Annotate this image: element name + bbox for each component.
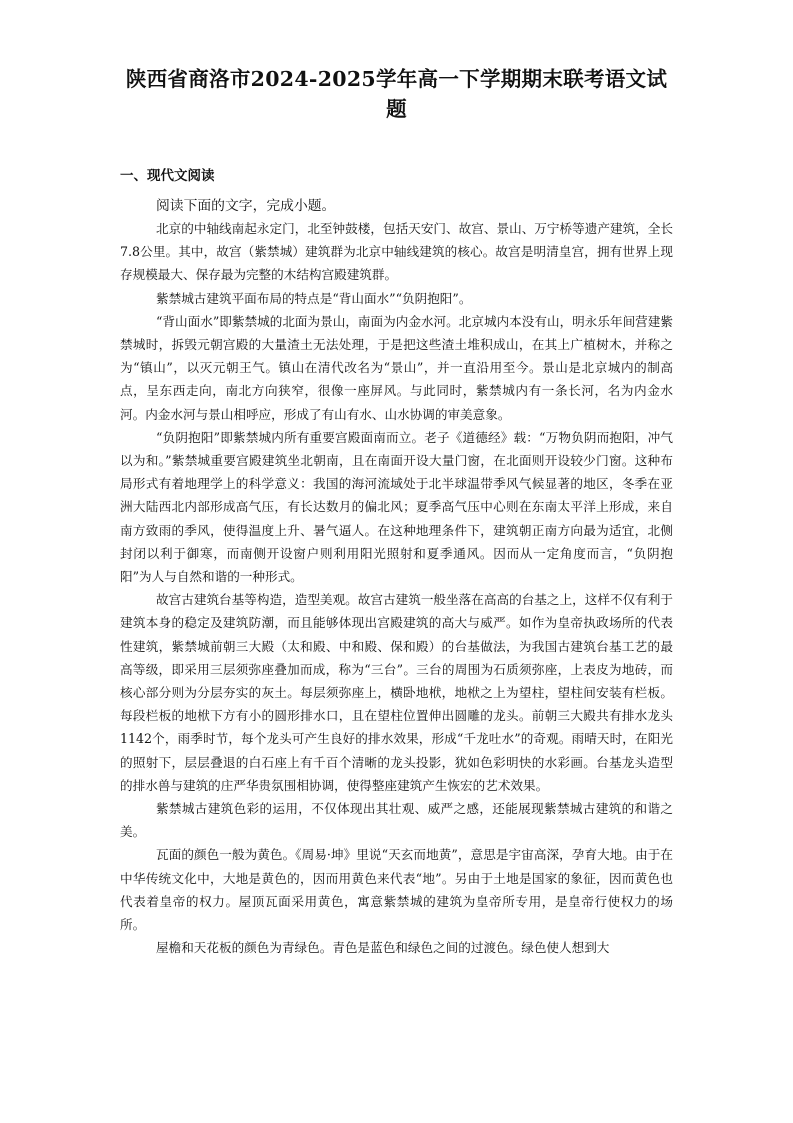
document-title: 陕西省商洛市2024-2025学年高一下学期期末联考语文试题 [125,67,668,121]
paragraph: 故宫古建筑台基等构造，造型美观。故宫古建筑一般坐落在高高的台基之上，这样不仅有利于建筑本身的稳定及建筑防潮，而且能够体现出宫殿建筑的高大与威严。如作为皇帝执政场所的代表性建筑，紫禁城前朝三大殿（太和殿、中和殿、保和殿）的台基做法，为我国古建筑台基工艺的最高等级，即采用三层须弥座叠加而成，称为“三台”。三台的周围为石质须弥座，上表皮为地砖，而核心部分则为分层夯实的灰土。每层须弥座上，横卧地栿，地栿之上为望柱，望柱间安装有栏板。每段栏板的地栿下方有小的圆形排水口，且在望柱位置伸出圆雕的龙头。前朝三大殿共有排水龙头1142个，雨季时节，每个龙头可产生良好的排水效果，形成“千龙吐水”的奇观。雨晴天时，在阳光的照射下，层层叠退的白石座上有千百个清晰的龙头投影，犹如色彩明快的水彩画。台基龙头造型的排水兽与建筑的庄严华贵氛围相协调，使得整座建筑产生恢宏的艺术效果。 [120,592,673,793]
paragraph: 屋檐和天花板的颜色为青绿色。青色是蓝色和绿色之间的过渡色。绿色使人想到大 [156,940,610,956]
paragraph: 北京的中轴线南起永定门，北至钟鼓楼，包括天安门、故宫、景山、万宁桥等遗产建筑，全长7.8公里。其中，故宫（紫禁城）建筑群为北京中轴线建筑的核心。故宫是明清皇宫，拥有世界上现存规模最大、保存最为完整的木结构宫殿建筑群。 [120,221,673,283]
paragraph: “负阴抱阳”即紫禁城内所有重要宫殿面南而立。老子《道德经》载：“万物负阴而抱阳，冲气以为和。”紫禁城重要宫殿建筑坐北朝南，且在南面开设大量门窗，在北面则开设较少门窗。这种布局形式有着地理学上的科学意义：我国的海河流域处于北半球温带季风气候显著的地区，冬季在亚洲大陆西北内部形成高气压，有长达数月的偏北风；夏季高气压中心则在东南太平洋上形成，来自南方致雨的季风，使得温度上升、暑气逼人。在这种地理条件下，建筑朝正南方向最为适宜，北侧封闭以利于御寒，而南侧开设窗户则利用阳光照射和夏季通风。因而从一定角度而言，“负阴抱阳”为人与自然和谐的一种形式。 [120,429,673,585]
section-heading: 一、现代文阅读 [120,168,215,184]
paragraph: 紫禁城古建筑色彩的运用，不仅体现出其壮观、威严之感，还能展现紫禁城古建筑的和谐之美。 [120,801,673,840]
paragraph: 紫禁城古建筑平面布局的特点是“背山面水”“负阴抱阳”。 [156,290,472,306]
passage-body [120,217,673,960]
paragraph: “背山面水”即紫禁城的北面为景山，南面为内金水河。北京城内本没有山，明永乐年间营建紫禁城时，拆毁元朝宫殿的大量渣土无法处理，于是把这些渣土堆积成山，在其上广植树木，并称之为“镇山”，以灭元朝王气。镇山在清代改名为“景山”，并一直沿用至今。景山是北京城内的制高点，呈东西走向，南北方向狭窄，很像一座屏风。与此同时，紫禁城内有一条长河，名为内金水河。内金水河与景山相呼应，形成了有山有水、山水协调的审美意象。 [120,313,673,422]
reading-instruction: 阅读下面的文字，完成小题。 [156,198,336,214]
paragraph: 瓦面的颜色一般为黄色。《周易·坤》里说“天玄而地黄”，意思是宇宙高深，孕育大地。由于在中华传统文化中，大地是黄色的，因而用黄色来代表“地”。另由于土地是国家的象征，因而黄色也代表着皇帝的权力。屋顶瓦面采用黄色，寓意紫禁城的建筑为皇帝所专用，是皇帝行使权力的场所。 [120,847,673,933]
